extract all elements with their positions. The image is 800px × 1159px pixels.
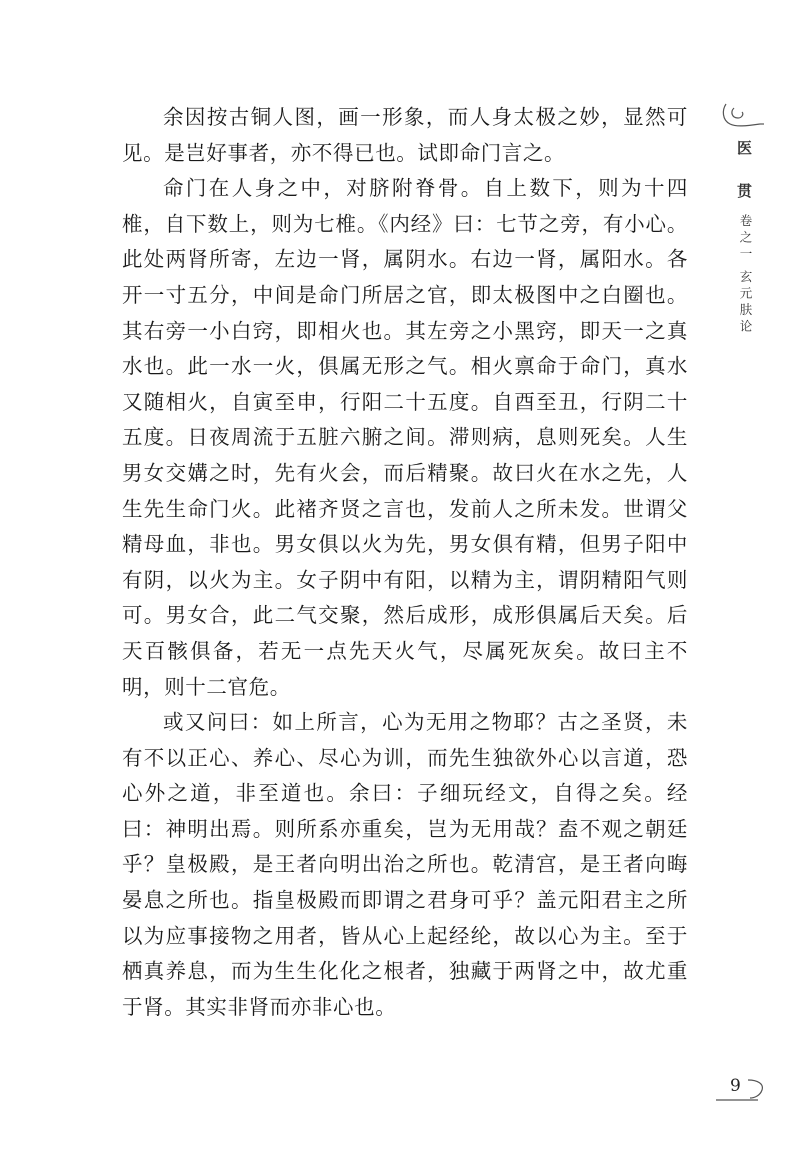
page-number: 9	[730, 1076, 741, 1096]
page-number-block	[714, 1066, 784, 1106]
running-header	[716, 100, 776, 360]
page-number-ornament-icon	[714, 1066, 784, 1106]
section-title: 玄元肤论	[738, 270, 753, 336]
paragraph-2: 命门在人身之中，对脐附脊骨。自上数下，则为十四椎，自下数上，则为七椎。《内经》曰：七节之旁，有小心。此处两肾所寄，左边一肾，属阴水。右边一肾，属阳水。各开一寸五分，中间是命门所居之官，即太极图中之白圈也。其右旁一小白窍，即相火也。其左旁之小黑窍，即天一之真水也。此一水一火，俱属无形之气。相火禀命于命门，真水又随相火，自寅至申，行阳二十五度。自酉至丑，行阴二十五度。日夜周流于五脏六腑之间。滞则病，息则死矣。人生男女交媾之时，先有火会，而后精聚。故曰火在水之先，人生先生命门火。此褚齐贤之言也，发前人之所未发。世谓父精母血，非也。男女俱以火为先，男女俱有精，但男子阳中有阴，以火为主。女子阴中有阳，以精为主，谓阴精阳气则可。男女合，此二气交聚，然后成形，成形俱属后天矣。后天百骸俱备，若无一点先天火气，尽属死灰矣。故曰主不明，则十二官危。	[122, 176, 688, 699]
volume-label: 卷之一	[738, 214, 753, 264]
paragraph-3: 或又问曰：如上所言，心为无用之物耶？古之圣贤，未有不以正心、养心、尽心为训，而先生独欲外心以言道，恐心外之道，非至道也。余曰：子细玩经文，自得之矣。经曰：神明出焉。则所系亦重矣，岂为无用哉？盍不观之朝廷乎？皇极殿，是王者向明出治之所也。乾清宫，是王者向晦晏息之所也。指皇极殿而即谓之君身可乎？盖元阳君主之所以为应事接物之用者，皆从心上起经纶，故以心为主。至于栖真养息，而为生生化化之根者，独藏于两肾之中，故尤重于肾。其实非肾而亦非心也。	[122, 710, 688, 1019]
cloud-ornament-icon	[720, 100, 766, 132]
book-title: 医贯	[735, 140, 753, 226]
body-text	[122, 100, 688, 1025]
paragraph-1: 余因按古铜人图，画一形象，而人身太极之妙，显然可见。是岂好事者，亦不得已也。试即命门言之。	[122, 105, 688, 165]
